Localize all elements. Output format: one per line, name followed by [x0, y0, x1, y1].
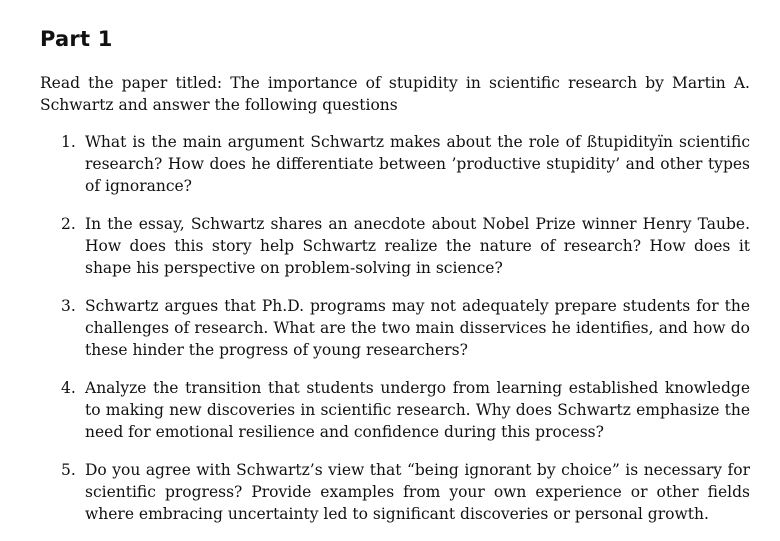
question-list: [40, 131, 750, 541]
question-text: In the essay, Schwartz shares an anecdote about Nobel Prize winner Henry Taube. How does this story help Schwartz realize the nature of research? How does it shape his perspective on problem-solving in science?: [85, 215, 750, 277]
intro-paragraph: Read the paper titled: The importance of stupidity in scientific research by Martin A. Schwartz and answer the following questions: [40, 74, 750, 114]
question-number: 3.: [61, 297, 76, 315]
question-item: [40, 295, 750, 361]
question-number: 5.: [61, 461, 76, 479]
question-number: 2.: [61, 215, 76, 233]
question-number: 4.: [61, 379, 76, 397]
question-number: 1.: [61, 133, 76, 151]
question-item: [40, 131, 750, 197]
question-text: Do you agree with Schwartz’s view that “being ignorant by choice” is necessary for scientific progress? Provide examples from your own experience or other fields where embracing uncertainty led to significant discoveries or personal growth.: [85, 461, 750, 523]
question-item: [40, 213, 750, 279]
section-heading: Part 1: [40, 27, 113, 51]
question-text: What is the main argument Schwartz makes about the role of ßtupidityïn scientific research? How does he differentiate between ’productive stupidity’ and other types of ignorance?: [85, 133, 750, 195]
question-text: Schwartz argues that Ph.D. programs may not adequately prepare students for the challenges of research. What are the two main disservices he identifies, and how do these hinder the progress of young researchers?: [85, 297, 750, 359]
question-text: Analyze the transition that students undergo from learning established knowledge to making new discoveries in scientific research. Why does Schwartz emphasize the need for emotional resilience and confidence during this process?: [85, 379, 750, 441]
question-item: [40, 377, 750, 443]
question-item: [40, 459, 750, 525]
